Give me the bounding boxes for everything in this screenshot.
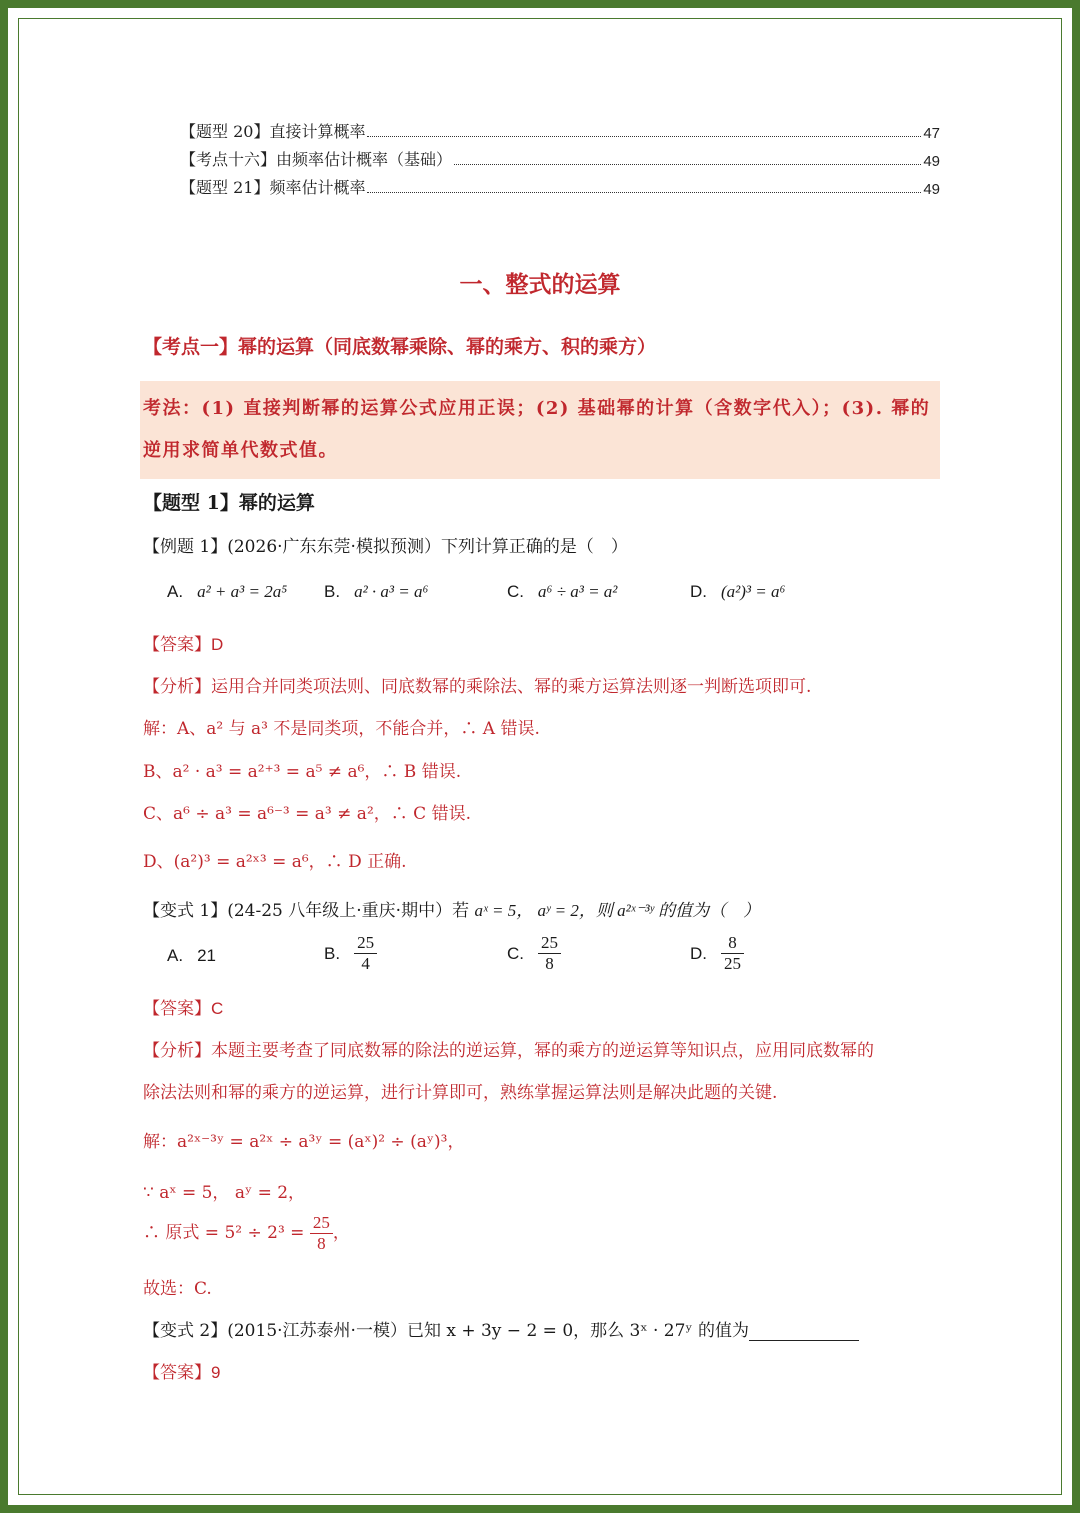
option-letter: C.: [507, 582, 524, 601]
analysis-text: 本题主要考查了同底数幂的除法的逆运算，幂的乘方的逆运算等知识点，应用同底数幂的: [211, 1041, 874, 1061]
option-letter: D.: [690, 582, 707, 601]
toc-label: 【考点十六】由频率估计概率（基础）: [180, 150, 453, 169]
option-a[interactable]: [167, 582, 287, 602]
toc-entry[interactable]: [180, 118, 940, 142]
option-fraction: [354, 933, 377, 974]
toc-leader: [367, 192, 921, 193]
variant-2-question: [143, 1316, 859, 1341]
answer-blank[interactable]: [749, 1322, 859, 1341]
toc-label: 【题型 21】频率估计概率: [180, 178, 366, 197]
option-fraction: [721, 933, 744, 974]
solution-line: [143, 1213, 350, 1254]
variant-source: (24-25 八年级上·重庆·期中）若: [227, 901, 470, 921]
toc-page-number: 47: [923, 125, 940, 142]
option-d[interactable]: [690, 933, 744, 974]
toc-page-number: 49: [923, 153, 940, 170]
option-letter: A.: [167, 946, 184, 965]
fraction-denominator: 8: [317, 1234, 326, 1253]
method-text: 考法：(1) 直接判断幂的运算公式应用正误；(2) 基础幂的计算（含数字代入）；(3). 幂的逆用求简单代数式值。: [143, 398, 931, 461]
example-1-question: [143, 532, 628, 557]
question-type-heading: 【题型 1】幂的运算: [143, 492, 315, 514]
solution-line: ∵ aˣ = 5， aʸ = 2，: [143, 1183, 306, 1203]
solution-line: B、a² · a³ = a²⁺³ = a⁵ ≠ a⁶，∴ B 错误.: [143, 762, 462, 782]
analysis-tag: 【分析】: [143, 1041, 211, 1061]
toc-entry[interactable]: [180, 146, 940, 170]
variant-1-analysis: [143, 1036, 874, 1061]
option-b[interactable]: [324, 933, 377, 974]
answer-tag: 【答案】: [143, 999, 211, 1019]
fraction-denominator: 25: [724, 954, 741, 973]
option-expression: a² · a³ = a⁶: [354, 582, 429, 601]
toc-page-number: 49: [923, 181, 940, 198]
variant-text: (2015·江苏泰州·一模）已知 x + 3y − 2 = 0，那么 3ˣ · 27ʸ 的值为: [227, 1321, 750, 1341]
variant-tag: 【变式 1】: [143, 901, 228, 921]
option-fraction: [538, 933, 561, 974]
option-expression: a⁶ ÷ a³ = a²: [538, 582, 618, 601]
option-letter: B.: [324, 582, 341, 601]
option-value: 21: [197, 946, 216, 965]
solution-line: 故选：C.: [143, 1279, 212, 1299]
toc-leader: [367, 136, 921, 137]
option-a[interactable]: [167, 946, 216, 966]
solution-text: ∴ 原式 = 5² ÷ 2³ =: [143, 1223, 305, 1243]
option-d[interactable]: [690, 582, 785, 602]
analysis-tag: 【分析】: [143, 677, 211, 697]
option-c[interactable]: [507, 582, 617, 602]
answer-value: 9: [211, 1363, 221, 1382]
analysis-text: 运用合并同类项法则、同底数幂的乘除法、幂的乘方运算法则逐一判断选项即可.: [211, 677, 812, 697]
answer-tag: 【答案】: [143, 1363, 211, 1383]
fraction-denominator: 8: [545, 954, 554, 973]
answer-value: C: [211, 999, 224, 1018]
topic-heading: 【考点一】幂的运算（同底数幂乘除、幂的乘方、积的乘方）: [143, 336, 657, 358]
variant-1-question: [143, 896, 760, 921]
fraction-numerator: 8: [721, 933, 744, 954]
solution-line: 解：a²ˣ⁻³ʸ = a²ˣ ÷ a³ʸ = (aˣ)² ÷ (aʸ)³，: [143, 1132, 465, 1152]
variant-tag: 【变式 2】: [143, 1321, 228, 1341]
answer-tag: 【答案】: [143, 635, 211, 655]
option-b[interactable]: [324, 582, 428, 602]
variant-1-answer: [143, 994, 223, 1019]
analysis-text-cont: 除法法则和幂的乘方的逆运算，进行计算即可，熟练掌握运算法则是解决此题的关键.: [143, 1083, 778, 1103]
section-title: 一、整式的运算: [459, 271, 621, 298]
option-letter: C.: [507, 943, 524, 963]
fraction-denominator: 4: [361, 954, 370, 973]
option-letter: B.: [324, 943, 341, 963]
solution-line: C、a⁶ ÷ a³ = a⁶⁻³ = a³ ≠ a²，∴ C 错误.: [143, 804, 471, 824]
option-letter: A.: [167, 582, 184, 601]
option-expression: a² + a³ = 2a⁵: [197, 582, 288, 601]
option-expression: (a²)³ = a⁶: [721, 582, 786, 601]
solution-fraction: [310, 1213, 333, 1254]
toc-label: 【题型 20】直接计算概率: [180, 122, 366, 141]
example-source: (2026·广东东莞·模拟预测）下列计算正确的是（ ）: [227, 537, 628, 557]
option-letter: D.: [690, 943, 707, 963]
example-1-analysis: [143, 672, 811, 697]
fraction-numerator: 25: [310, 1213, 333, 1234]
variant-condition: aˣ = 5， aʸ = 2，则 a²ˣ⁻³ʸ 的值为（ ）: [474, 901, 761, 920]
variant-2-answer: [143, 1358, 220, 1383]
toc-entry[interactable]: [180, 174, 940, 198]
example-tag: 【例题 1】: [143, 537, 228, 557]
solution-line: D、(a²)³ = a²ˣ³ = a⁶，∴ D 正确.: [143, 852, 407, 872]
answer-value: D: [211, 635, 224, 654]
toc-leader: [454, 164, 921, 165]
fraction-numerator: 25: [354, 933, 377, 954]
solution-line: 解：A、a² 与 a³ 不是同类项，不能合并，∴ A 错误.: [143, 719, 540, 739]
example-1-answer: [143, 630, 223, 655]
option-c[interactable]: [507, 933, 561, 974]
solution-text: ，: [332, 1223, 350, 1243]
fraction-numerator: 25: [538, 933, 561, 954]
